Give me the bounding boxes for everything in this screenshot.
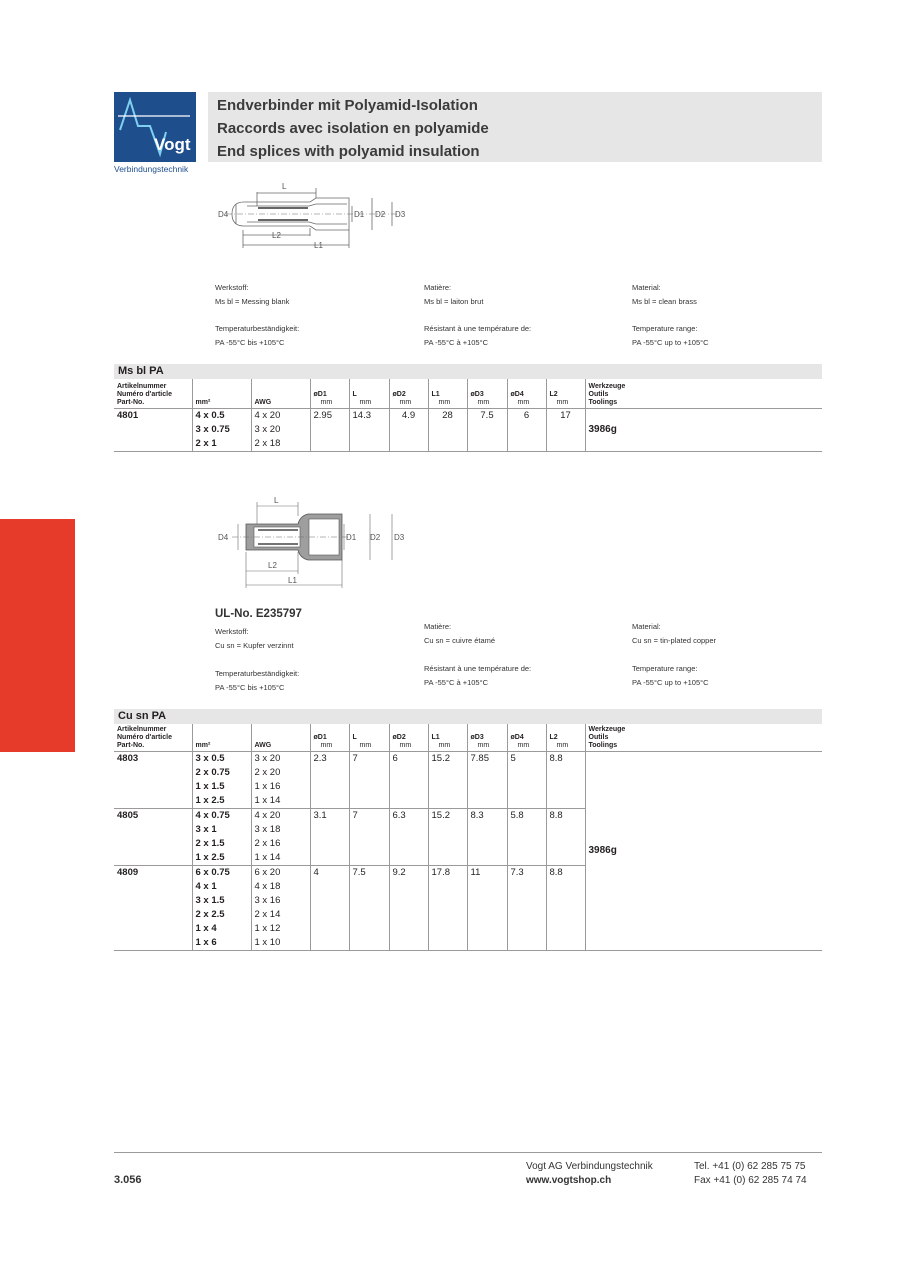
dim-label-d4: D4 — [218, 210, 229, 219]
spec-fr-temp-label: Résistant à une température de: — [424, 664, 532, 673]
dim-label-l1: L1 — [314, 241, 323, 250]
header-d2: øD2 mm — [389, 379, 428, 408]
end-splice-diagram-copper — [212, 494, 412, 590]
tooling-value: 3986g — [585, 408, 822, 451]
spec-de-temp: PA -55°C bis +105°C — [215, 338, 285, 347]
vogt-logo-mark — [114, 92, 196, 162]
product-table-ms-bl-pa — [114, 379, 822, 452]
vogt-logo — [114, 92, 196, 162]
table-row: 1 x 1.5 1 x 16 — [114, 780, 822, 794]
spec-fr-material: Ms bl = laiton brut — [424, 297, 484, 306]
spec-de-temp-label: Temperaturbeständigkeit: — [215, 669, 300, 678]
spec-de-temp: PA -55°C bis +105°C — [215, 683, 285, 692]
spec-fr-temp-label: Résistant à une température de: — [424, 324, 532, 333]
dim-label-l2: L2 — [272, 231, 281, 240]
spec-de-material-label: Werkstoff: — [215, 283, 249, 292]
header-part-no: Artikelnummer Numéro d'article Part-No. — [114, 724, 192, 751]
table-row: 4803 3 x 0.5 3 x 20 2.3 7 6 15.2 7.85 5 8.8 3986g — [114, 751, 822, 766]
header-l2: L2 mm — [546, 379, 585, 408]
dim-label-d4: D4 — [218, 533, 229, 542]
dim-label-d3: D3 — [394, 533, 405, 542]
header-d4: øD4 mm — [507, 724, 546, 751]
spec-en-temp: PA -55°C up to +105°C — [632, 678, 709, 687]
table-row: 4809 6 x 0.75 6 x 20 4 7.5 9.2 17.8 11 7.3 8.8 — [114, 865, 822, 880]
spec-fr-material-label: Matière: — [424, 283, 452, 292]
header-toolings: Werkzeuge Outils Toolings — [585, 724, 822, 751]
title-german: Endverbinder mit Polyamid-Isolation — [217, 97, 478, 114]
dim-label-d1: D1 — [354, 210, 365, 219]
table-row: 3 x 1 3 x 18 — [114, 823, 822, 837]
spec-fr-temp: PA -55°C à +105°C — [424, 678, 489, 687]
page-number: 3.056 — [114, 1174, 142, 1186]
spec-fr-material-label: Matière: — [424, 622, 452, 631]
table-row: 1 x 4 1 x 12 — [114, 922, 822, 936]
header-d3: øD3 mm — [467, 379, 507, 408]
dim-label-l2: L2 — [268, 561, 277, 570]
table-row: 2 x 1 2 x 18 — [114, 437, 822, 452]
header-d1: øD1 mm — [310, 379, 349, 408]
table-row: 1 x 2.5 1 x 14 — [114, 851, 822, 866]
tooling-value: 3986g — [585, 751, 822, 950]
header-l1: L1 mm — [428, 379, 467, 408]
header-part-no: Artikelnummer Numéro d'article Part-No. — [114, 379, 192, 408]
header-l1: L1 mm — [428, 724, 467, 751]
table-row: 2 x 1.5 2 x 16 — [114, 837, 822, 851]
dim-label-l: L — [282, 182, 287, 191]
header-d3: øD3 mm — [467, 724, 507, 751]
dim-label-d2: D2 — [370, 533, 381, 542]
dim-label-l: L — [274, 496, 279, 505]
spec-de-temp-label: Temperaturbeständigkeit: — [215, 324, 300, 333]
header-toolings: Werkzeuge Outils Toolings — [585, 379, 822, 408]
footer-divider — [114, 1152, 822, 1153]
header-mm2: mm² — [192, 379, 251, 408]
spec-en-temp-label: Temperature range: — [632, 664, 698, 673]
product-table-cu-sn-pa — [114, 724, 822, 951]
spec-fr-temp: PA -55°C à +105°C — [424, 338, 489, 347]
dim-label-d3: D3 — [395, 210, 406, 219]
table-row: 3 x 0.75 3 x 20 — [114, 423, 822, 437]
footer-fax: Fax +41 (0) 62 285 74 74 — [694, 1175, 807, 1186]
dim-label-l1: L1 — [288, 576, 297, 585]
table-title-cu-sn-pa: Cu sn PA — [114, 709, 822, 724]
spec-en-material: Ms bl = clean brass — [632, 297, 697, 306]
footer-tel: Tel. +41 (0) 62 285 75 75 — [694, 1161, 806, 1172]
dim-label-d1: D1 — [346, 533, 357, 542]
title-french: Raccords avec isolation en polyamide — [217, 120, 489, 137]
table-row: 1 x 2.5 1 x 14 — [114, 794, 822, 809]
header-l: L mm — [349, 724, 389, 751]
spec-de-material: Cu sn = Kupfer verzinnt — [215, 641, 294, 650]
footer-company: Vogt AG Verbindungstechnik — [526, 1161, 653, 1172]
header-d4: øD4 mm — [507, 379, 546, 408]
header-d1: øD1 mm — [310, 724, 349, 751]
spec-de-material: Ms bl = Messing blank — [215, 297, 290, 306]
header-awg: AWG — [251, 379, 310, 408]
spec-fr-material: Cu sn = cuivre étamé — [424, 636, 496, 645]
dim-label-d2: D2 — [375, 210, 386, 219]
title-english: End splices with polyamid insulation — [217, 143, 480, 160]
spec-en-material-label: Material: — [632, 622, 661, 631]
header-l2: L2 mm — [546, 724, 585, 751]
logo-text: Vogt — [154, 135, 191, 154]
end-splice-diagram-brass — [212, 178, 412, 250]
table-row: 4805 4 x 0.75 4 x 20 3.1 7 6.3 15.2 8.3 5.8 8.8 — [114, 808, 822, 823]
header-awg: AWG — [251, 724, 310, 751]
spec-en-temp-label: Temperature range: — [632, 324, 698, 333]
spec-en-material: Cu sn = tin-plated copper — [632, 636, 717, 645]
spec-de-material-label: Werkstoff: — [215, 627, 249, 636]
spec-en-temp: PA -55°C up to +105°C — [632, 338, 709, 347]
table-row: 1 x 6 1 x 10 — [114, 936, 822, 951]
table-title-ms-bl-pa: Ms bl PA — [114, 364, 822, 379]
table-row: 4801 4 x 0.5 4 x 20 2.95 14.3 4.9 28 7.5 6 17 3986g — [114, 408, 822, 423]
ul-number: UL-No. E235797 — [215, 608, 302, 620]
header-l: L mm — [349, 379, 389, 408]
table-row: 3 x 1.5 3 x 16 — [114, 894, 822, 908]
header-d2: øD2 mm — [389, 724, 428, 751]
spec-en-material-label: Material: — [632, 283, 661, 292]
footer-website[interactable]: www.vogtshop.ch — [526, 1175, 612, 1186]
table-row: 4 x 1 4 x 18 — [114, 880, 822, 894]
section-marker-bar — [0, 519, 75, 752]
table-row: 2 x 2.5 2 x 14 — [114, 908, 822, 922]
table-row: 2 x 0.75 2 x 20 — [114, 766, 822, 780]
header-mm2: mm² — [192, 724, 251, 751]
logo-subtitle: Verbindungstechnik — [114, 164, 189, 174]
